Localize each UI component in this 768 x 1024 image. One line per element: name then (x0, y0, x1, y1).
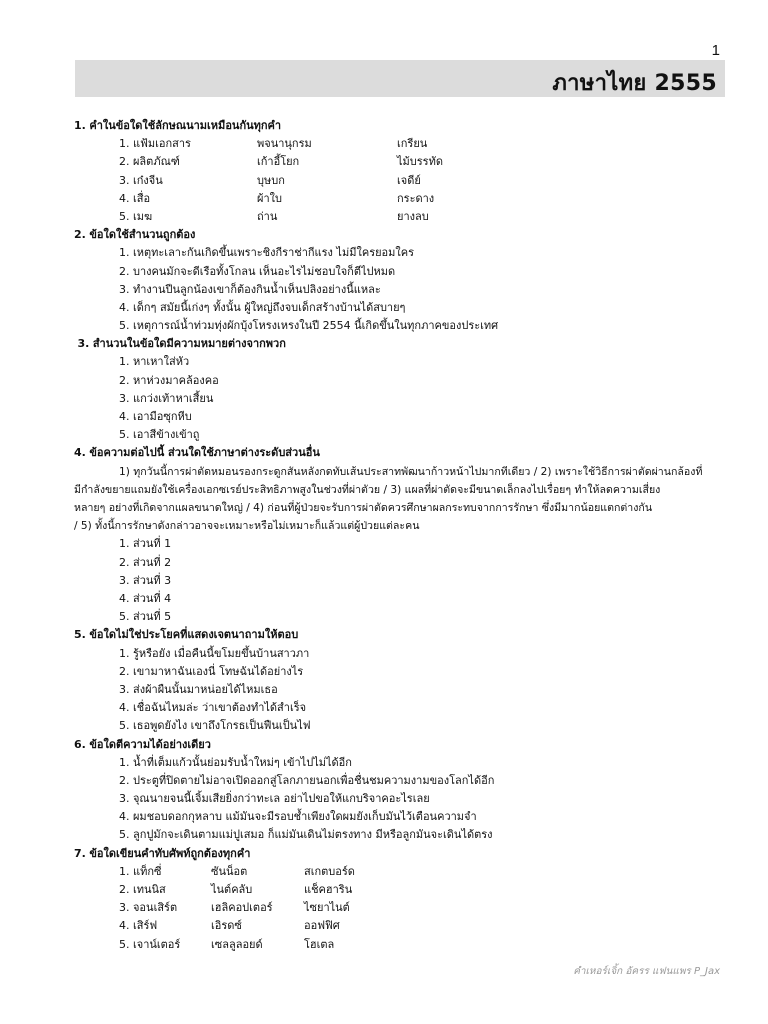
option: 3. ส่งผ้าผืนนั้นมาหน่อยได้ไหมเธอ (119, 682, 278, 696)
option: 4. เด็กๆ สมัยนี้เก่งๆ ทั้งนั้น ผู้ใหญ่ถึงจบเด็กสร้างบ้านได้สบายๆ (119, 300, 406, 314)
option-cell: ซันน็อต (211, 864, 248, 878)
option: 1. เหตุทะเลาะกันเกิดขึ้นเพราะชิงกีราช่ากีแรง ไม่มีใครยอมใคร (119, 246, 415, 260)
option-row (119, 153, 724, 171)
question-2 (74, 226, 724, 335)
option: 3. ทำงานปีนลูกน้องเขาก็ต้องกินน้ำเห็นปลิงอย่างนี้แหละ (119, 282, 381, 296)
question-number: 6. (74, 737, 86, 751)
option: 1. หาเหาใส่หัว (119, 355, 190, 369)
option-grid (119, 135, 724, 226)
option: 4. เอามือซุกหีบ (119, 410, 192, 424)
option-row (119, 917, 724, 935)
question-number: 2. (74, 228, 86, 242)
option: 2. หาห่วงมาคล้องคอ (119, 373, 219, 387)
option-cell: 5. เมฆ (119, 209, 153, 223)
option-cell: 3. เก๋งจีน (119, 173, 163, 187)
question-heading (74, 444, 724, 462)
option: 5. เอาสีข้างเข้าถู (119, 428, 200, 442)
option-cell: ถ่าน (257, 209, 278, 223)
question-text: ข้อความต่อไปนี้ ส่วนใดใช้ภาษาต่างระดับส่วนอื่น (89, 446, 320, 460)
option-cell: 5. เจาน์เตอร์ (119, 937, 181, 951)
option-cell: ออฟฟิศ (304, 919, 340, 933)
question-text: สำนวนในข้อใดมีความหมายต่างจากพวก (92, 337, 286, 351)
option-row (119, 135, 724, 153)
question-text: ข้อใดตีความได้อย่างเดียว (89, 737, 211, 751)
page-number: 1 (711, 42, 720, 59)
option-list (119, 754, 724, 845)
option-cell: ยางลบ (397, 209, 429, 223)
option-cell: 1. แฟ้มเอกสาร (119, 137, 191, 151)
option-cell: 4. เสื่อ (119, 191, 151, 205)
option-cell: 1. แท็กซี่ (119, 864, 162, 878)
option: 2. ส่วนที่ 2 (119, 555, 172, 569)
option: 4. ส่วนที่ 4 (119, 592, 172, 605)
option-cell: 2. เทนนิส (119, 883, 166, 897)
option-cell: ไนต์คลับ (211, 883, 253, 897)
page-title: ภาษาไทย 2555 (552, 71, 717, 96)
option-cell: สเกตบอร์ด (304, 864, 355, 878)
question-heading (74, 226, 724, 244)
question-number: 4. (74, 446, 86, 460)
option-cell: 3. จอนเสิร์ต (119, 901, 178, 915)
exam-content (74, 117, 724, 954)
question-6 (74, 736, 724, 845)
question-number: 1. (74, 119, 86, 132)
option: 3. ส่วนที่ 3 (119, 573, 172, 587)
option-cell: แช็คฮาริน (304, 883, 353, 897)
option-cell: โฮเตล (304, 937, 335, 951)
option-cell: 4. เสิร์ฟ (119, 919, 158, 933)
question-3 (74, 335, 724, 444)
option-row (119, 208, 724, 226)
option-row (119, 881, 724, 899)
question-number: 3. (77, 337, 90, 351)
option-cell: เอิรดซ์ (211, 919, 242, 933)
option: 5. ลูกปูมักจะเดินตามแม่ปูเสมอ ก็แม่มันเดินไม่ตรงทาง มีหรือลูกมันจะเดินได้ตรง (119, 828, 493, 842)
option: 2. ประตูที่ปิดตายไม่อาจเปิดออกสู่โลกภายนอกเพื่อชื่นชมความงามของโลกได้อีก (119, 773, 495, 787)
option-cell: เก้าอี้โยก (257, 155, 300, 169)
option: 1. น้ำที่เต็มแก้วนั้นย่อมรับน้ำใหม่ๆ เข้าไปไม่ได้อีก (119, 755, 352, 769)
footer-credit: คำเหอร์เจิ้ก อัครร แฟนแพร P_Jax (573, 966, 720, 977)
option: 4. ผมชอบดอกกุหลาบ แม้มันจะมีรอบช้ำเพียงใดผมยังเก็บมันไว้เตือนความจำ (119, 810, 477, 824)
option-cell: บุษบก (257, 173, 285, 187)
option: 1. รู้หรือยัง เมื่อคืนนี้ขโมยขึ้นบ้านสาวภา (119, 646, 310, 660)
question-heading (74, 626, 724, 644)
question-1 (74, 117, 724, 226)
option: 5. เธอพูดยังไง เขาถึงโกรธเป็นฟืนเป็นไฟ (119, 719, 311, 733)
option-list (119, 535, 724, 626)
option-cell: เจดีย์ (397, 173, 421, 187)
passage-line: หลายๆ อย่างที่เกิดจากแผลขนาดใหญ่ / 4) ก่อนที่ผู้ป่วยจะรับการผ่าตัดควรศึกษาผลกระทบจากการรักษา ซึ่งมีมากน้อยแตกต่างกัน (74, 502, 653, 515)
reading-passage (74, 463, 724, 536)
question-number: 7. (74, 846, 86, 860)
option-row (119, 899, 724, 917)
option-cell: ไซยาไนต์ (304, 901, 350, 915)
passage-line: 1) ทุกวันนี้การผ่าตัดหมอนรองกระดูกสันหลังกดทับเส้นประสาทพัฒนาก้าวหน้าไปมากทีเดียว / 2) เพราะใช้วิธีการผ่าตัดผ่านกล้องที่ (119, 465, 703, 478)
option: 1. ส่วนที่ 1 (119, 537, 172, 551)
option: 2. เขามาหาฉันเองนี่ โทษฉันได้อย่างไร (119, 664, 304, 678)
option-list (119, 353, 724, 444)
option-cell: เฮลิคอปเตอร์ (211, 901, 273, 915)
option-list (119, 645, 724, 736)
question-text: ข้อใดเขียนคำทับศัพท์ถูกต้องทุกคำ (89, 846, 251, 860)
option-cell: ไม้บรรทัด (397, 155, 443, 169)
option: 3. แกว่งเท้าหาเสี้ยน (119, 391, 214, 405)
question-heading (74, 335, 724, 353)
option-cell: ผ้าใบ (257, 191, 282, 205)
question-heading (74, 117, 724, 135)
option: 5. เหตุการณ์น้ำท่วมทุ่งผักบุ้งโหรงเหรงในปี 2554 นี้เกิดขึ้นในทุกภาคของประเทศ (119, 319, 499, 333)
question-4 (74, 444, 724, 626)
option: 2. บางคนมักจะดีเรือทั้งโกลน เห็นอะไรไม่ชอบใจก็ตีไปหมด (119, 264, 396, 278)
option-list (119, 244, 724, 335)
option-row (119, 936, 724, 954)
option-cell: 2. ผลิตภัณฑ์ (119, 155, 180, 169)
option-row (119, 863, 724, 881)
option-cell: เซลลูลอยด์ (211, 937, 263, 951)
title-bar (75, 60, 725, 97)
question-7 (74, 845, 724, 954)
option-cell: พจนานุกรม (257, 137, 312, 151)
option: 3. จุณนายจนนี้เจิ้มเสียยิ่งกว่าทะเล อย่าไปขอให้แกบริจาคอะไรเลย (119, 792, 430, 806)
passage-line: / 5) ทั้งนี้การรักษาดังกล่าวอาจจะเหมาะหรือไม่เหมาะก็แล้วแต่ผู้ป่วยแต่ละคน (74, 520, 420, 533)
option-row (119, 172, 724, 190)
question-number: 5. (74, 628, 86, 642)
question-text: ข้อใดใช้สำนวนถูกต้อง (89, 228, 196, 242)
passage-line: มีกำลังขยายแถมยังใช้เครื่องเอกซเรย์ประสิทธิภาพสูงในช่วงที่ผ่าตัวย / 3) แผลที่ผ่าตัดจะมีขนาดเล็กลงไปเรื่อยๆ ทำให้ลดความเสี่ยง (74, 483, 661, 496)
question-text: ข้อใดไม่ใช่ประโยคที่แสดงเจตนาถามให้ตอบ (89, 628, 299, 642)
question-heading (74, 736, 724, 754)
question-text: คำในข้อใดใช้ลักษณนามเหมือนกันทุกคำ (89, 119, 282, 132)
option-row (119, 190, 724, 208)
option-cell: กระดาง (397, 191, 435, 205)
question-5 (74, 626, 724, 735)
option-grid (119, 863, 724, 954)
option: 5. ส่วนที่ 5 (119, 610, 172, 624)
question-heading (74, 845, 724, 863)
option: 4. เชื่อฉันไหมล่ะ ว่าเขาต้องทำได้สำเร็จ (119, 701, 307, 715)
option-cell: เกรียน (397, 137, 428, 151)
